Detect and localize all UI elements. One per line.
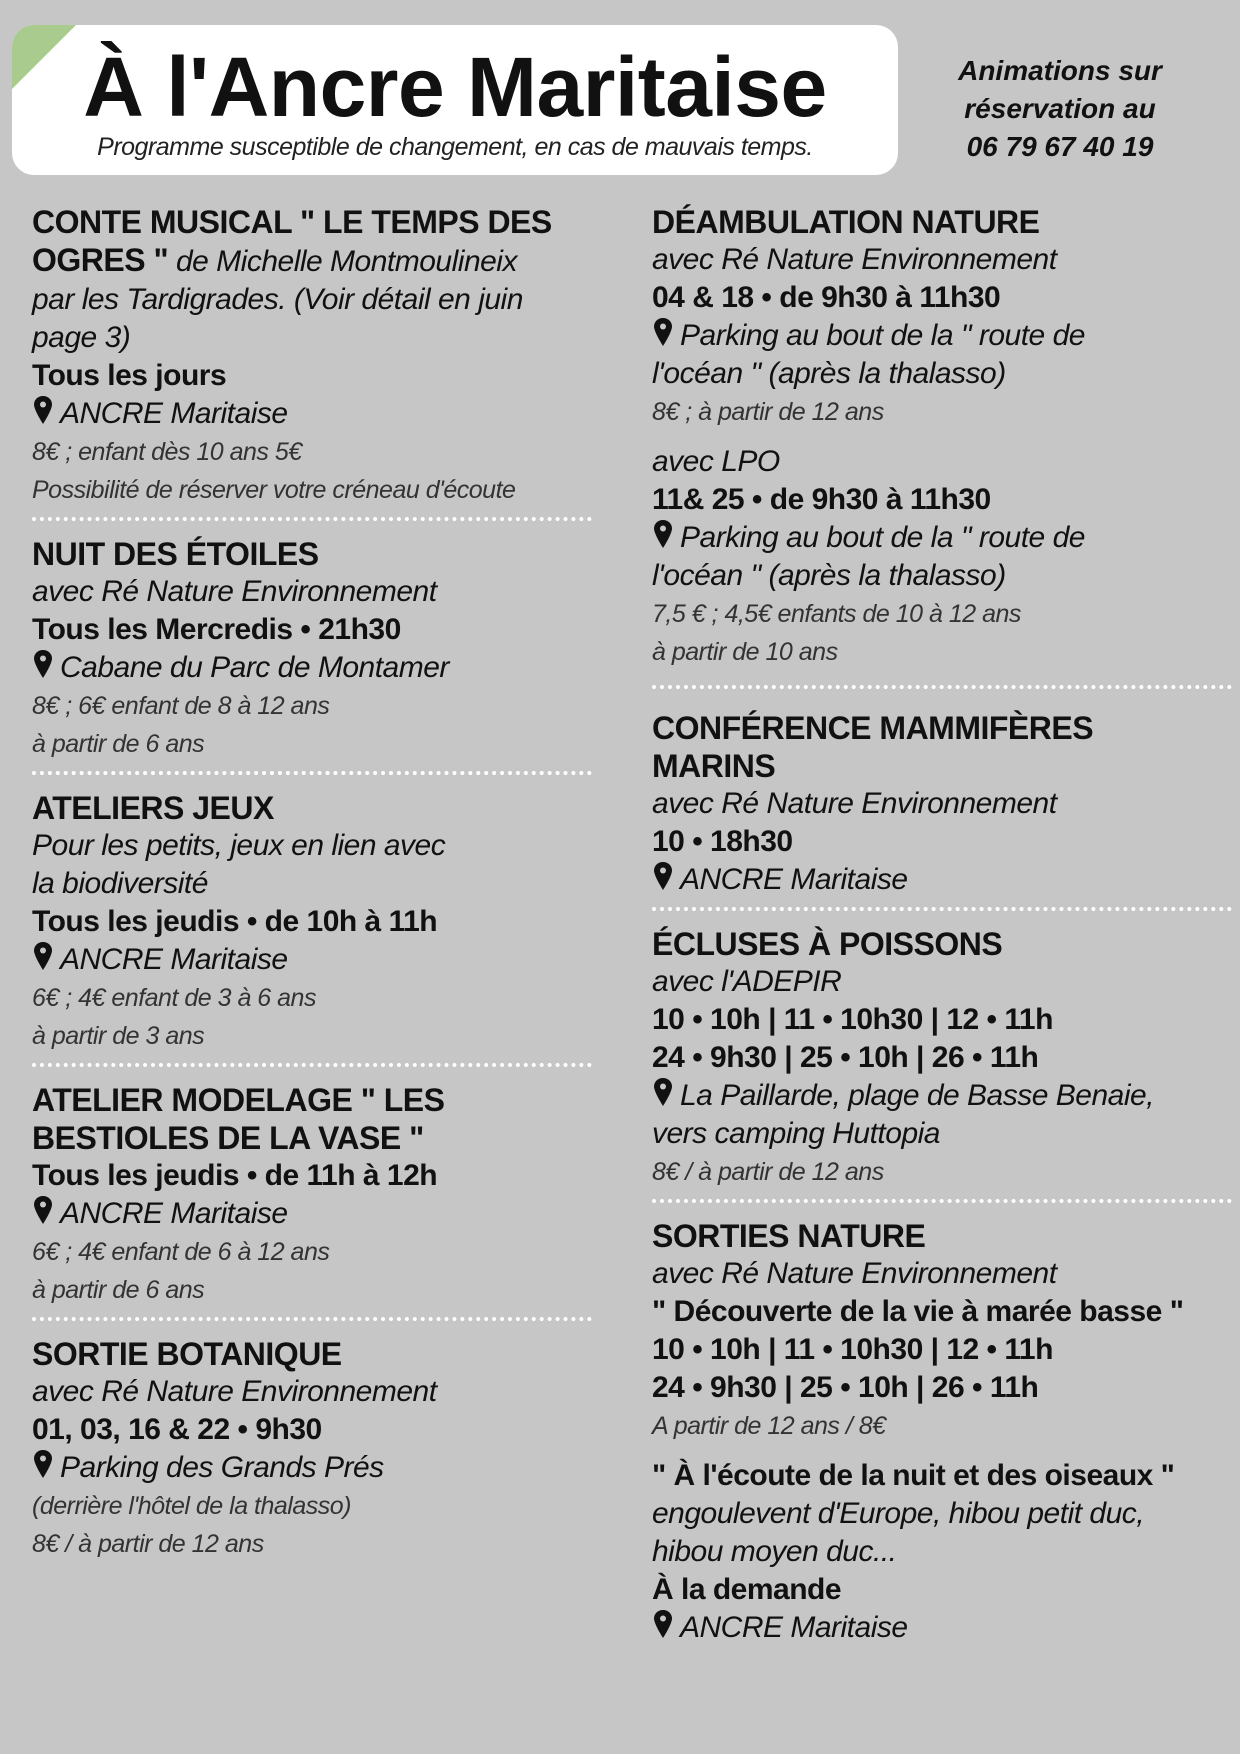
event-conte-musical bbox=[32, 203, 592, 509]
event-description: la biodiversité bbox=[32, 867, 208, 900]
event-place bbox=[652, 1077, 1232, 1115]
map-pin-icon bbox=[652, 1609, 674, 1639]
event-age: à partir de 6 ans bbox=[32, 1276, 205, 1304]
divider bbox=[32, 1317, 592, 1321]
map-pin-icon bbox=[652, 1077, 674, 1107]
event-nuit-des-etoiles bbox=[32, 535, 592, 763]
event-when: 04 & 18 • de 9h30 à 11h30 bbox=[652, 281, 1001, 314]
event-title: NUIT DES ÉTOILES bbox=[32, 536, 319, 572]
event-price: 6€ ; 4€ enfant de 6 à 12 ans bbox=[32, 1238, 330, 1266]
divider bbox=[652, 1199, 1232, 1203]
event-when: 10 • 10h | 11 • 10h30 | 12 • 11h bbox=[652, 1333, 1053, 1366]
event-place-text: La Paillarde, plage de Basse Benaie, bbox=[680, 1079, 1155, 1112]
event-when: Tous les jeudis • de 10h à 11h bbox=[32, 905, 438, 938]
event-author: de Michelle Montmoulineix bbox=[168, 245, 517, 278]
event-place bbox=[652, 519, 1232, 557]
event-place-text: Parking au bout de la " route de bbox=[680, 521, 1085, 554]
divider bbox=[32, 1063, 592, 1067]
event-note: Possibilité de réserver votre créneau d'écoute bbox=[32, 476, 516, 504]
event-when: À la demande bbox=[652, 1573, 842, 1606]
event-organizer: avec LPO bbox=[652, 445, 780, 478]
spacer bbox=[652, 431, 1232, 443]
event-title-line2 bbox=[32, 241, 592, 281]
event-price: A partir de 12 ans / 8€ bbox=[652, 1412, 886, 1440]
event-when: 11& 25 • de 9h30 à 11h30 bbox=[652, 483, 991, 516]
event-title: CONTE MUSICAL " LE TEMPS DES bbox=[32, 204, 552, 240]
event-sorties-nature bbox=[652, 1217, 1232, 1647]
event-deambulation-nature bbox=[652, 203, 1232, 671]
event-ecluses-a-poissons bbox=[652, 925, 1232, 1191]
event-when: 24 • 9h30 | 25 • 10h | 26 • 11h bbox=[652, 1371, 1039, 1404]
reservation-line1: Animations sur bbox=[958, 55, 1162, 86]
event-title-line2: BESTIOLES DE LA VASE " bbox=[32, 1120, 424, 1156]
map-pin-icon bbox=[652, 519, 674, 549]
event-place-text: ANCRE Maritaise bbox=[60, 1197, 288, 1230]
map-pin-icon bbox=[32, 395, 54, 425]
event-title: SORTIE BOTANIQUE bbox=[32, 1336, 342, 1372]
event-place bbox=[652, 317, 1232, 355]
event-description: par les Tardigrades. (Voir détail en juin bbox=[32, 283, 523, 316]
divider bbox=[652, 907, 1232, 911]
event-place bbox=[652, 861, 1232, 899]
reservation-line2: réservation au bbox=[964, 93, 1156, 124]
event-description: page 3) bbox=[32, 321, 131, 354]
event-when: Tous les jeudis • de 11h à 12h bbox=[32, 1159, 438, 1192]
event-place bbox=[32, 941, 592, 979]
event-when: Tous les Mercredis • 21h30 bbox=[32, 613, 401, 646]
map-pin-icon bbox=[32, 1449, 54, 1479]
event-when: 24 • 9h30 | 25 • 10h | 26 • 11h bbox=[652, 1041, 1039, 1074]
event-price: 6€ ; 4€ enfant de 3 à 6 ans bbox=[32, 984, 316, 1012]
event-price: 7,5 € ; 4,5€ enfants de 10 à 12 ans bbox=[652, 600, 1021, 628]
event-title: CONFÉRENCE MAMMIFÈRES bbox=[652, 710, 1094, 746]
event-when: 10 • 18h30 bbox=[652, 825, 793, 858]
event-when: 01, 03, 16 & 22 • 9h30 bbox=[32, 1413, 322, 1446]
divider bbox=[32, 771, 592, 775]
event-conference-mammiferes bbox=[652, 709, 1232, 899]
event-title: ÉCLUSES À POISSONS bbox=[652, 926, 1003, 962]
event-description: hibou moyen duc... bbox=[652, 1535, 897, 1568]
event-place-continued: l'océan " (après la thalasso) bbox=[652, 357, 1006, 390]
map-pin-icon bbox=[32, 941, 54, 971]
reservation-info bbox=[910, 52, 1210, 166]
header-box bbox=[12, 25, 898, 175]
page-subtitle: Programme susceptible de changement, en cas de mauvais temps. bbox=[97, 133, 813, 161]
map-pin-icon bbox=[32, 649, 54, 679]
event-place-text: ANCRE Maritaise bbox=[680, 1611, 908, 1644]
event-subtitle: " À l'écoute de la nuit et des oiseaux " bbox=[652, 1459, 1175, 1492]
event-atelier-modelage bbox=[32, 1081, 592, 1309]
event-description: engoulevent d'Europe, hibou petit duc, bbox=[652, 1497, 1145, 1530]
event-title-line2: MARINS bbox=[652, 748, 776, 784]
event-place-text: ANCRE Maritaise bbox=[60, 943, 288, 976]
right-column bbox=[652, 203, 1232, 1647]
event-organizer: avec Ré Nature Environnement bbox=[652, 787, 1057, 820]
event-title: ATELIERS JEUX bbox=[32, 790, 274, 826]
event-when: Tous les jours bbox=[32, 359, 227, 392]
event-organizer: avec l'ADEPIR bbox=[652, 965, 842, 998]
event-organizer: avec Ré Nature Environnement bbox=[32, 575, 437, 608]
page-title: À l'Ancre Maritaise bbox=[83, 40, 827, 134]
event-place bbox=[32, 1195, 592, 1233]
event-price: 8€ ; à partir de 12 ans bbox=[652, 398, 884, 426]
event-place-text: ANCRE Maritaise bbox=[680, 863, 908, 896]
event-title: SORTIES NATURE bbox=[652, 1218, 926, 1254]
spacer bbox=[652, 1445, 1232, 1457]
event-organizer: avec Ré Nature Environnement bbox=[32, 1375, 437, 1408]
event-price: 8€ / à partir de 12 ans bbox=[32, 1530, 264, 1558]
event-place-text: ANCRE Maritaise bbox=[60, 397, 288, 430]
event-place-note: (derrière l'hôtel de la thalasso) bbox=[32, 1492, 351, 1520]
event-title-part: OGRES " bbox=[32, 242, 169, 278]
event-age: à partir de 6 ans bbox=[32, 730, 205, 758]
event-title: ATELIER MODELAGE " LES bbox=[32, 1082, 445, 1118]
event-age: à partir de 10 ans bbox=[652, 638, 838, 666]
event-organizer: avec Ré Nature Environnement bbox=[652, 243, 1057, 276]
event-subtitle: " Découverte de la vie à marée basse " bbox=[652, 1295, 1184, 1328]
event-place-text: Parking des Grands Prés bbox=[60, 1451, 384, 1484]
left-column bbox=[32, 203, 592, 1563]
event-place bbox=[32, 649, 592, 687]
event-place bbox=[32, 1449, 592, 1487]
event-place-continued: l'océan " (après la thalasso) bbox=[652, 559, 1006, 592]
event-place-continued: vers camping Huttopia bbox=[652, 1117, 940, 1150]
event-place bbox=[32, 395, 592, 433]
event-sortie-botanique bbox=[32, 1335, 592, 1563]
reservation-phone: 06 79 67 40 19 bbox=[966, 131, 1154, 162]
event-place-text: Parking au bout de la " route de bbox=[680, 319, 1085, 352]
event-price: 8€ ; 6€ enfant de 8 à 12 ans bbox=[32, 692, 330, 720]
event-organizer: avec Ré Nature Environnement bbox=[652, 1257, 1057, 1290]
divider bbox=[32, 517, 592, 521]
divider bbox=[652, 685, 1232, 689]
event-place-text: Cabane du Parc de Montamer bbox=[60, 651, 449, 684]
event-when: 10 • 10h | 11 • 10h30 | 12 • 11h bbox=[652, 1003, 1053, 1036]
event-place bbox=[652, 1609, 1232, 1647]
event-description: Pour les petits, jeux en lien avec bbox=[32, 829, 446, 862]
map-pin-icon bbox=[652, 861, 674, 891]
event-price: 8€ ; enfant dès 10 ans 5€ bbox=[32, 438, 302, 466]
event-age: à partir de 3 ans bbox=[32, 1022, 205, 1050]
map-pin-icon bbox=[652, 317, 674, 347]
event-title: DÉAMBULATION NATURE bbox=[652, 204, 1040, 240]
map-pin-icon bbox=[32, 1195, 54, 1225]
event-price: 8€ / à partir de 12 ans bbox=[652, 1158, 884, 1186]
event-ateliers-jeux bbox=[32, 789, 592, 1055]
